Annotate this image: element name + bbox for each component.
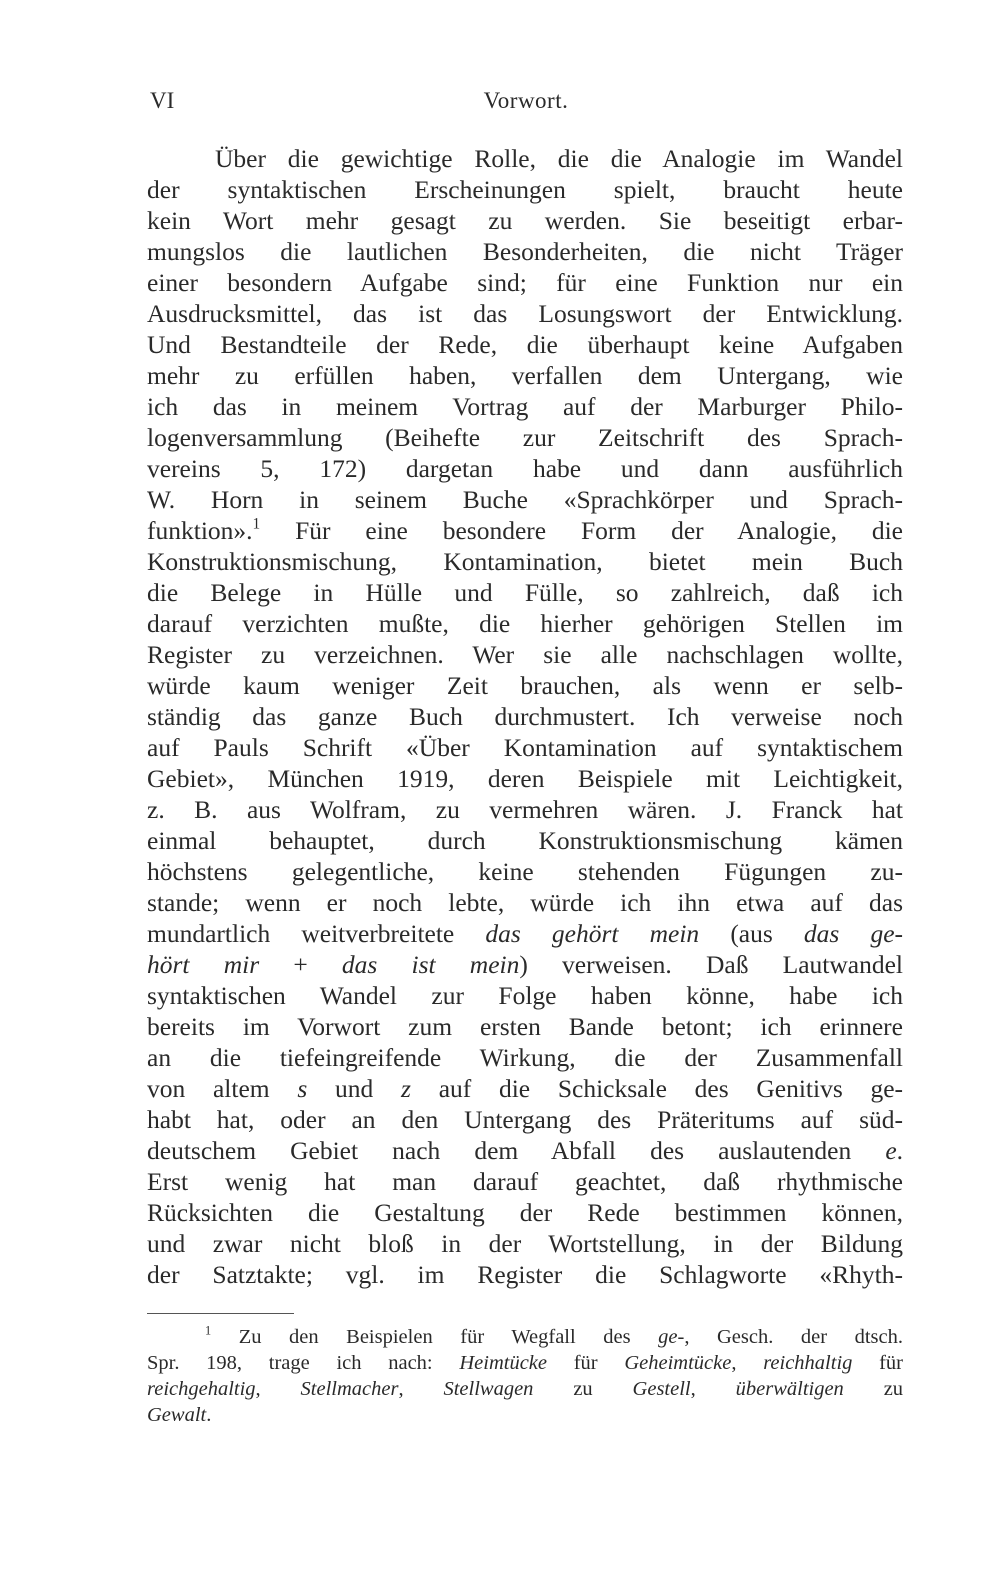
text-line: mungslos die lautlichen Besonderheiten, die nicht Träger xyxy=(147,237,903,266)
footnote-line: Gewalt. xyxy=(147,1404,212,1426)
text-line: z. B. aus Wolfram, zu vermehren wären. J. Franck hat xyxy=(147,795,903,824)
text-line: Konstruktionsmischung, Kontamination, bietet mein Buch xyxy=(147,547,903,576)
text-line: von altem s und z auf die Schicksale des Genitivs ge- xyxy=(147,1074,903,1103)
text-line: würde kaum weniger Zeit brauchen, als wenn er selb- xyxy=(147,671,903,700)
text-line: Über die gewichtige Rolle, die die Analogie im Wandel xyxy=(215,144,903,173)
footnote-line: Spr. 198, trage ich nach: Heimtücke für Geheimtücke, reichhaltig für xyxy=(147,1352,903,1374)
page-header xyxy=(150,82,902,118)
text-line: stande; wenn er noch lebte, würde ich ihn etwa auf das xyxy=(147,888,903,917)
running-title: Vorwort. xyxy=(483,88,569,113)
page-number: VI xyxy=(150,88,175,113)
text-line: hört mir + das ist mein) verweisen. Daß Lautwandel xyxy=(147,950,903,979)
text-line: ständig das ganze Buch durchmustert. Ich verweise noch xyxy=(147,702,903,731)
text-line: der syntaktischen Erscheinungen spielt, braucht heute xyxy=(147,175,903,204)
footnote-separator xyxy=(147,1313,294,1314)
text-line: Erst wenig hat man darauf geachtet, daß rhythmische xyxy=(147,1167,903,1196)
text-line: Rücksichten die Gestaltung der Rede bestimmen können, xyxy=(147,1198,903,1227)
text-line: syntaktischen Wandel zur Folge haben könne, habe ich xyxy=(147,981,903,1010)
text-line: funktion».$^1$ Für eine besondere Form der Analogie, die xyxy=(147,515,903,545)
text-line: einmal behauptet, durch Konstruktionsmischung kämen xyxy=(147,826,903,855)
text-line: logenversammlung (Beihefte zur Zeitschrift des Sprach- xyxy=(147,423,903,452)
text-line: W. Horn in seinem Buche «Sprachkörper und Sprach- xyxy=(147,485,903,514)
footnote-line: $^1$ Zu den Beispielen für Wegfall des ge-, Gesch. der dtsch. xyxy=(205,1324,903,1348)
text-line: und zwar nicht bloß in der Wortstellung, in der Bildung xyxy=(147,1229,903,1258)
footnote-reference[interactable]: 1 xyxy=(252,515,261,533)
footnote-line: reichgehaltig, Stellmacher, Stellwagen zu Gestell, überwältigen zu xyxy=(147,1378,903,1400)
text-line: deutschem Gebiet nach dem Abfall des auslautenden e. xyxy=(147,1136,903,1165)
text-line: bereits im Vorwort zum ersten Bande betont; ich erinnere xyxy=(147,1012,903,1041)
text-line: ich das in meinem Vortrag auf der Marburger Philo- xyxy=(147,392,903,421)
text-line: höchstens gelegentliche, keine stehenden Fügungen zu- xyxy=(147,857,903,886)
text-line: Gebiet», München 1919, deren Beispiele mit Leichtigkeit, xyxy=(147,764,903,793)
text-line: die Belege in Hülle und Fülle, so zahlreich, daß ich xyxy=(147,578,903,607)
text-line: Register zu verzeichnen. Wer sie alle nachschlagen wollte, xyxy=(147,640,903,669)
text-line: vereins 5, 172) dargetan habe und dann ausführlich xyxy=(147,454,903,483)
text-line: habt hat, oder an den Untergang des Präteritums auf süd- xyxy=(147,1105,903,1134)
text-line: Ausdrucksmittel, das ist das Losungswort der Entwicklung. xyxy=(147,299,903,328)
text-line: einer besondern Aufgabe sind; für eine Funktion nur ein xyxy=(147,268,903,297)
text-line: auf Pauls Schrift «Über Kontamination auf syntaktischem xyxy=(147,733,903,762)
text-line: kein Wort mehr gesagt zu werden. Sie beseitigt erbar- xyxy=(147,206,903,235)
text-line: mundartlich weitverbreitete das gehört mein (aus das ge- xyxy=(147,919,903,948)
text-line: Und Bestandteile der Rede, die überhaupt keine Aufgaben xyxy=(147,330,903,359)
text-line: an die tiefeingreifende Wirkung, die der Zusammenfall xyxy=(147,1043,903,1072)
text-line: der Satztakte; vgl. im Register die Schlagworte «Rhyth- xyxy=(147,1260,903,1289)
text-line: mehr zu erfüllen haben, verfallen dem Untergang, wie xyxy=(147,361,903,390)
text-line: darauf verzichten mußte, die hierher gehörigen Stellen im xyxy=(147,609,903,638)
footnote-marker: 1 xyxy=(205,1324,212,1338)
